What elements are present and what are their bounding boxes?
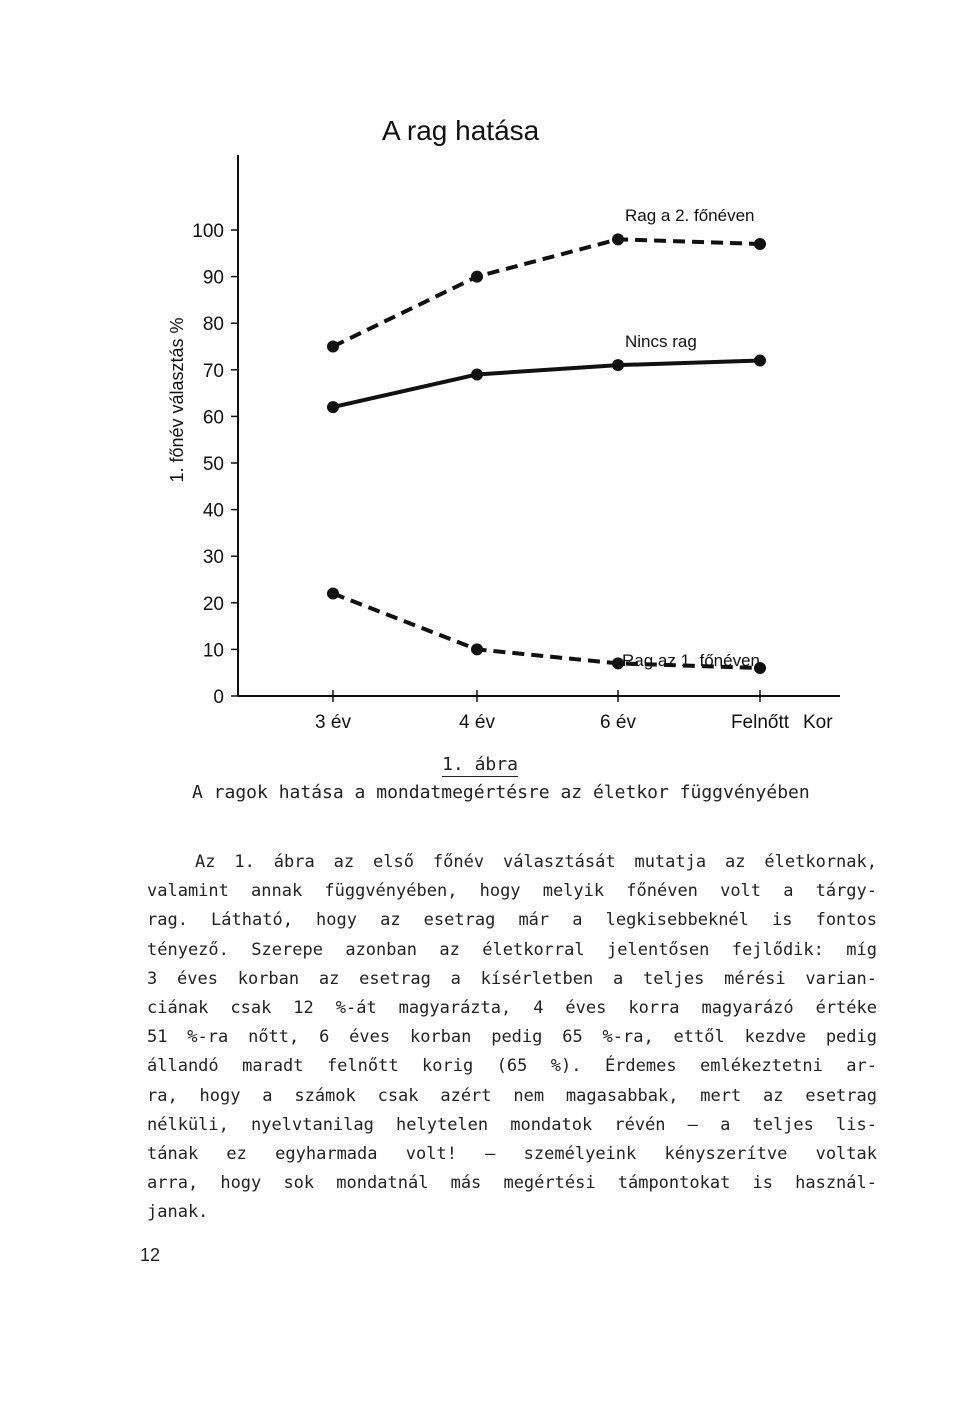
y-tick-label: 0 bbox=[213, 687, 224, 708]
y-axis-label: 1. főnév választás % bbox=[167, 317, 187, 483]
body-line: ra, hogy a számok csak azért nem magasabbak, mert az esetrag bbox=[147, 1085, 877, 1106]
x-tick-label: 6 év bbox=[600, 712, 636, 733]
data-point bbox=[754, 238, 766, 250]
page-number: 12 bbox=[140, 1245, 161, 1265]
chart-axes bbox=[231, 155, 840, 702]
data-point bbox=[327, 341, 339, 353]
y-tick-label: 80 bbox=[202, 314, 224, 336]
data-point bbox=[612, 233, 624, 245]
x-tick-label: Felnőtt bbox=[730, 712, 790, 733]
figure-number: 1. ábra bbox=[442, 754, 518, 775]
series-points bbox=[327, 233, 766, 674]
y-tick-label: 40 bbox=[202, 500, 224, 522]
y-tick-label: 10 bbox=[202, 640, 224, 662]
figure-caption: A ragok hatása a mondatmegértésre az életkor függvényében bbox=[192, 782, 810, 803]
data-point bbox=[327, 587, 339, 599]
chart-title: A rag hatása bbox=[382, 115, 540, 146]
data-point bbox=[471, 271, 483, 283]
y-tick-label: 100 bbox=[192, 221, 224, 242]
body-line: arra, hogy sok mondatnál más megértési támpontokat is használ- bbox=[147, 1173, 877, 1194]
data-point bbox=[471, 368, 483, 380]
x-tick-label: 3 év bbox=[315, 712, 351, 733]
body-line: tényező. Szerepe azonban az életkorral jelentősen fejlődik: míg bbox=[147, 939, 877, 960]
series-label: Nincs rag bbox=[625, 332, 697, 351]
x-tick-labels bbox=[315, 712, 790, 733]
y-tick-label: 70 bbox=[202, 360, 224, 382]
series-line bbox=[333, 239, 760, 346]
x-tick-label: 4 év bbox=[459, 712, 495, 733]
y-tick-label: 60 bbox=[202, 407, 224, 429]
body-paragraph bbox=[147, 848, 877, 1228]
body-line: tának ez egyharmada volt! — személyeink kényszerítve voltak bbox=[147, 1144, 877, 1165]
body-line: Az 1. ábra az első főnév választását mutatja az életkornak, bbox=[195, 852, 877, 872]
body-line: 51 %-ra nőtt, 6 éves korban pedig 65 %-ra, ettől kezdve pedig bbox=[147, 1027, 877, 1048]
y-tick-label: 90 bbox=[202, 267, 224, 289]
body-line: nélküli, nyelvtanilag helytelen mondatok révén — a teljes lis- bbox=[147, 1114, 877, 1135]
body-line: 3 éves korban az esetrag a kísérletben a teljes mérési varian- bbox=[147, 968, 877, 989]
y-tick-label: 50 bbox=[202, 454, 224, 475]
series-label: Rag a 2. főnéven bbox=[625, 206, 755, 225]
body-line: valamint annak függvényében, hogy melyik főnéven volt a tárgy- bbox=[147, 881, 877, 902]
body-line: rag. Látható, hogy az esetrag már a legkisebbeknél is fontos bbox=[147, 910, 877, 931]
series-lines bbox=[333, 239, 760, 668]
data-point bbox=[327, 401, 339, 413]
y-tick-label: 20 bbox=[202, 593, 224, 615]
body-line: ciának csak 12 %-át magyarázta, 4 éves korra magyarázó értéke bbox=[147, 998, 877, 1019]
series-line bbox=[333, 360, 760, 407]
y-tick-labels bbox=[192, 221, 224, 708]
series-labels bbox=[622, 206, 760, 670]
y-tick-label: 30 bbox=[202, 547, 224, 569]
data-point bbox=[471, 643, 483, 655]
series-label: Rag az 1. főnéven bbox=[622, 651, 760, 670]
body-line: janak. bbox=[147, 1202, 209, 1223]
body-line: állandó maradt felnőtt korig (65 %). Érdemes emlékeztetni ar- bbox=[147, 1056, 877, 1077]
data-point bbox=[754, 354, 766, 366]
x-axis-label: Kor bbox=[803, 712, 833, 733]
data-point bbox=[612, 359, 624, 371]
